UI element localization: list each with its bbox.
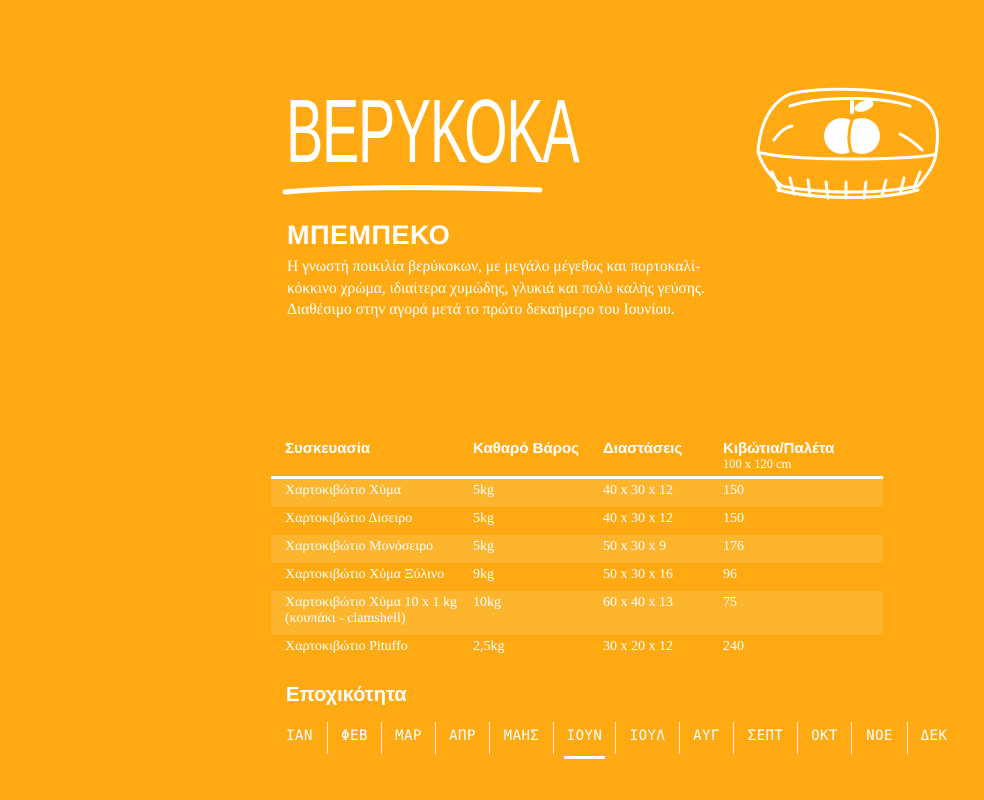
cell-dimensions: 50 x 30 x 16 [603,567,673,582]
cell-packaging-label: Χαρτοκιβώτιο Χύμα 10 x 1 kg [285,595,457,610]
variety-name: ΜΠΕΜΠΕΚΟ [287,220,451,250]
cell-boxes: 150 [723,511,744,526]
month-jul: ΙΟΥΛ [616,722,680,754]
cell-boxes: 176 [723,539,744,554]
cell-packaging: Χαρτοκιβώτιο Μονόσειρο [285,539,434,554]
cell-packaging-note: (κουπάκι - clamshell) [285,611,406,626]
cell-weight: 5kg [473,539,494,554]
cell-boxes: 96 [723,567,737,582]
month-mar: ΜΑΡ [382,722,436,754]
cell-weight: 9kg [473,567,494,582]
header-dimensions: Διαστάσεις [603,440,683,457]
table-row [271,507,883,535]
table-row [271,591,883,635]
title-underline [282,183,544,197]
cell-dimensions: 60 x 40 x 13 [603,595,673,610]
cell-packaging: Χαρτοκιβώτιο Δίσειρο [285,511,413,526]
month-feb: ΦΕΒ [328,722,382,754]
cell-weight: 5kg [473,483,494,498]
table-row [271,479,883,507]
header-packaging: Συσκευασία [285,440,371,457]
table-row [271,535,883,563]
cell-packaging: Χαρτοκιβώτιο Pituffo [285,639,408,654]
month-apr: ΑΠΡ [436,722,490,754]
cell-boxes: 240 [723,639,744,654]
cell-boxes: 75 [723,595,737,610]
cell-weight: 10kg [473,595,501,610]
cell-weight: 2,5kg [473,639,505,654]
cell-dimensions: 40 x 30 x 12 [603,483,673,498]
header-net-weight: Καθαρό Βάρος [473,440,579,457]
month-may: ΜΑΗΣ [490,722,554,754]
month-dec: ΔΕΚ [920,728,948,744]
seasonality-title: Εποχικότητα [286,684,407,706]
month-sep: ΣΕΠΤ [734,722,798,754]
page-title: ΒΕΡΥΚΟΚΑ [286,82,579,182]
cell-packaging [271,591,459,635]
cell-dimensions: 40 x 30 x 12 [603,511,673,526]
table-header [271,440,883,479]
header-boxes-label: Κιβώτια/Παλέτα [723,440,835,457]
month-jan: ΙΑΝ [272,722,328,754]
packaging-table [271,440,883,665]
table-row [271,563,883,591]
apricot-clamshell-icon [750,82,945,212]
cell-weight: 5kg [473,511,494,526]
header-pallet-size: 100 x 120 cm [723,457,792,471]
cell-packaging: Χαρτοκιβώτιο Χύμα [285,483,401,498]
product-description: Η γνωστή ποικιλία βερύκοκων, με μεγάλο μέγεθος και πορτοκαλί-κόκκινο χρώμα, ιδιαίτερα χυμώδης, γλυκιά και πολύ καλής γεύσης. Διαθέσιμο στην αγορά μετά το πρώτο δεκαήμερο του Ιουνίου. [287,258,705,318]
cell-packaging: Χαρτοκιβώτιο Χύμα Ξύλινο [285,567,445,582]
table-row [271,635,883,665]
header-boxes-per-pallet [709,440,883,476]
month-aug: ΑΥΓ [680,722,734,754]
month-jun: ΙΟΥΝ [554,722,616,754]
month-nov: ΝΟΕ [852,722,908,754]
cell-dimensions: 30 x 20 x 12 [603,639,673,654]
cell-boxes: 150 [723,483,744,498]
seasonality-months [272,722,962,754]
cell-dimensions: 50 x 30 x 9 [603,539,666,554]
month-oct: ΟΚΤ [798,722,852,754]
